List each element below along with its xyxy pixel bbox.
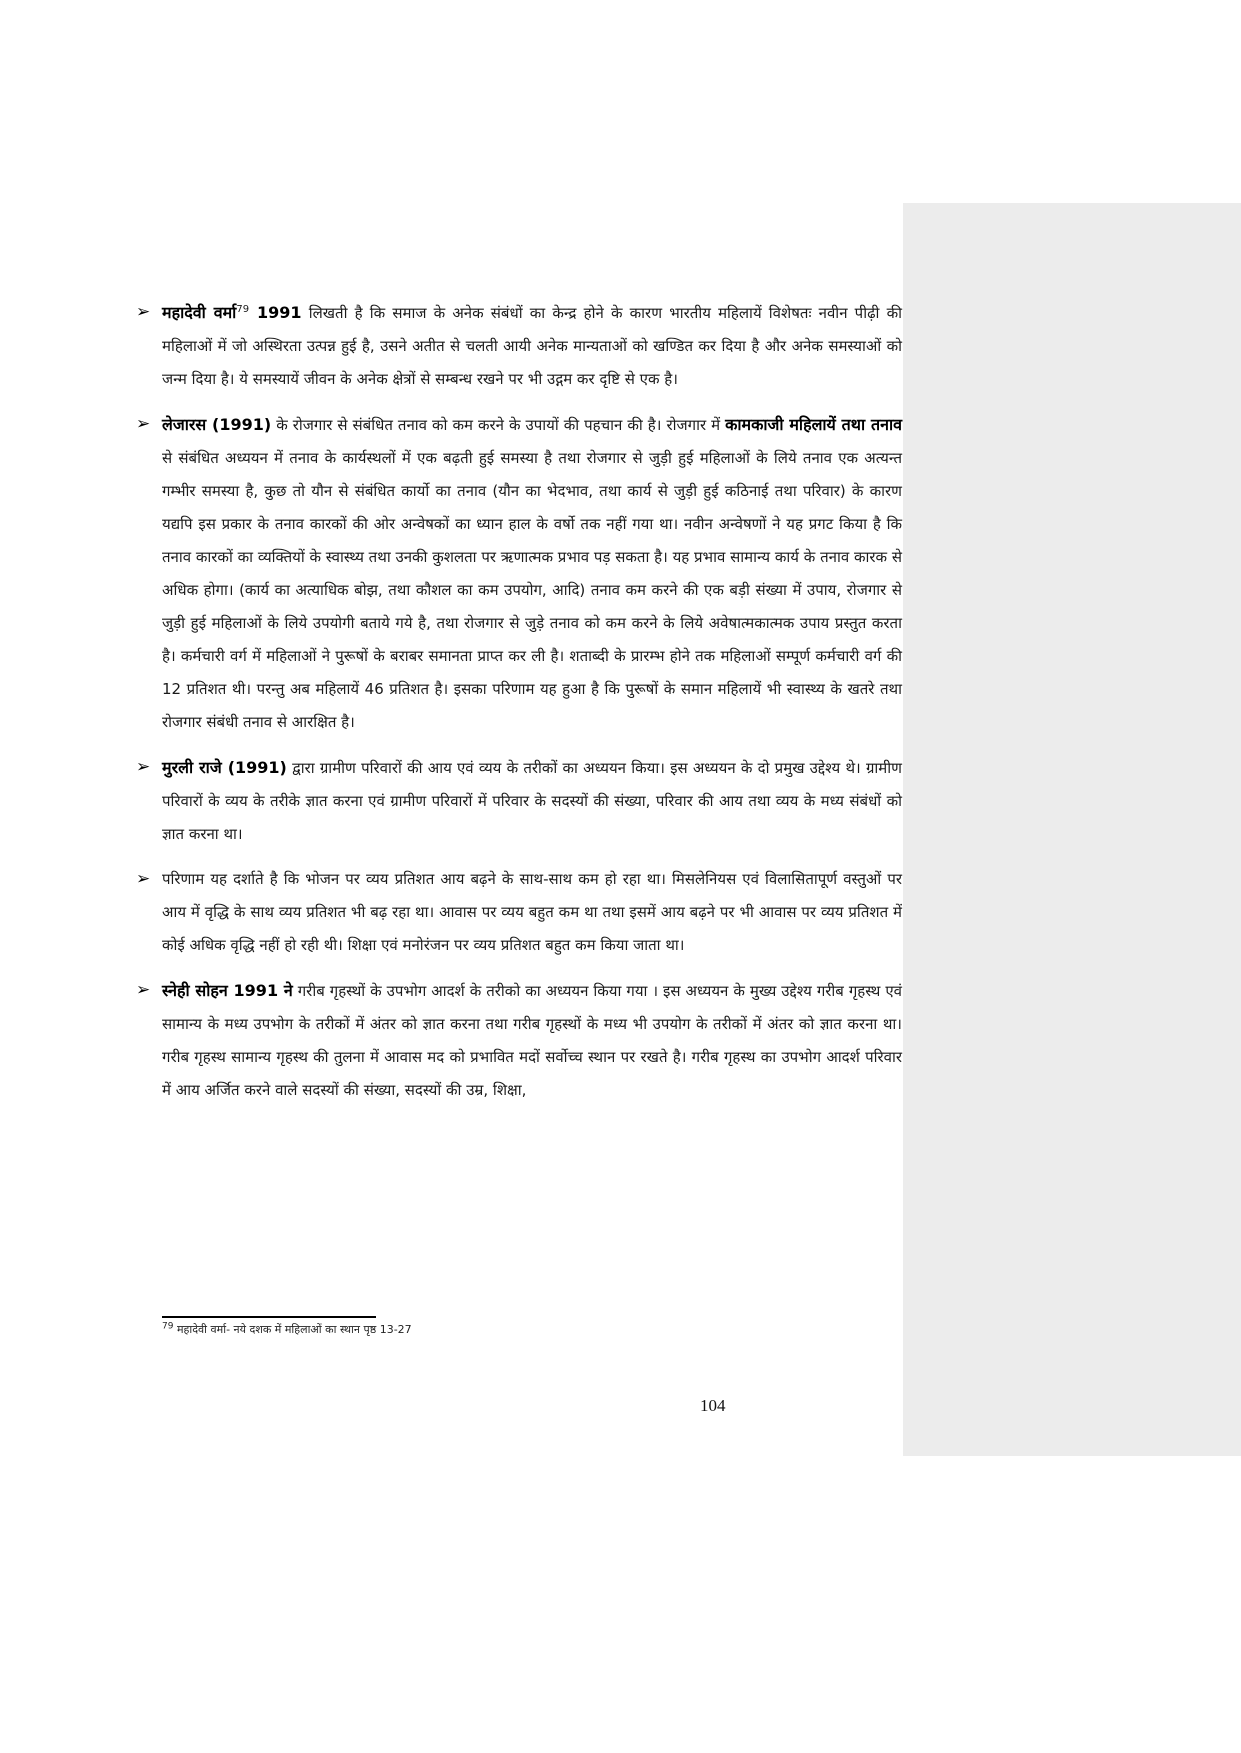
bullet-paragraph-1 <box>136 296 902 396</box>
footnote <box>162 1322 412 1337</box>
body-text: से संबंधित अध्ययन में तनाव के कार्यस्थलों में एक बढ़ती हुई समस्या है तथा रोजगार से जुड़ी हुई महिलाओं के लिये तनाव एक अत्यन्त गम्भीर समस्या है, कुछ तो यौन से संबंधित कार्यो का तनाव (यौन का भेदभाव, तथा कार्य से जुड़ी हुई कठिनाई तथा परिवार) के कारण यद्यपि इस प्रकार के तनाव कारकों की ओर अन्वेषकों का ध्यान हाल के वर्षो तक नहीं गया था। नवीन अन्वेषणों ने यह प्रगट किया है कि तनाव कारकों का व्यक्तियों के स्वास्थ्य तथा उनकी कुशलता पर ऋणात्मक प्रभाव पड़ सकता है। यह प्रभाव सामान्य कार्य के तनाव कारक से अधिक होगा। (कार्य का अत्याधिक बोझ, तथा कौशल का कम उपयोग, आदि) तनाव कम करने की एक बड़ी संख्या में उपाय, रोजगार से जुड़ी हुई महिलाओं के लिये उपयोगी बताये गये है, तथा रोजगार से जुड़े तनाव को कम करने के लिये अवेषात्मकात्मक उपाय प्रस्तुत करता है। कर्मचारी वर्ग में महिलाओं ने पुरूषों के बराबर समानता प्राप्त कर ली है। शताब्दी के प्रारम्भ होने तक महिलाओं सम्पूर्ण कर्मचारी वर्ग की 12 प्रतिशत थी। परन्तु अब महिलायें 46 प्रतिशत है। इसका परिणाम यह हुआ है कि पुरूषों के समान महिलायें भी स्वास्थ्य के खतरे तथा रोजगार संबंधी तनाव से आरक्षित है। <box>162 449 902 731</box>
body-text: परिणाम यह दर्शाते है कि भोजन पर व्यय प्रतिशत आय बढ़ने के साथ-साथ कम हो रहा था। मिसलेनियस एवं विलासितापूर्ण वस्तुओं पर आय में वृद्धि के साथ व्यय प्रतिशत भी बढ़ रहा था। आवास पर व्यय बहुत कम था तथा इसमें आय बढ़ने पर भी आवास पर व्यय प्रतिशत में कोई अधिक वृद्धि नहीं हो रही थी। शिक्षा एवं मनोरंजन पर व्यय प्रतिशत बहुत कम किया जाता था। <box>162 870 902 954</box>
arrow-bullet-icon: ➢ <box>136 980 151 1000</box>
arrow-bullet-icon: ➢ <box>136 302 151 322</box>
paragraph-text <box>162 863 902 962</box>
bullet-paragraph-2 <box>136 408 902 739</box>
arrow-bullet-icon: ➢ <box>136 414 151 434</box>
footnote-number: 79 <box>162 1321 174 1332</box>
year: 1991 <box>249 303 302 322</box>
arrow-bullet-icon: ➢ <box>136 869 151 889</box>
body-text: के रोजगार से संबंधित तनाव को कम करने के उपायों की पहचान की है। रोजगार में <box>271 416 726 434</box>
author-name: महादेवी वर्मा <box>162 303 237 322</box>
bullet-paragraph-3 <box>136 751 902 851</box>
paragraph-text <box>162 974 902 1107</box>
author-name: मुरली राजे (1991) <box>162 758 287 777</box>
footnote-ref[interactable]: 79 <box>236 304 250 315</box>
page-number: 104 <box>700 1396 726 1415</box>
author-name: लेजारस (1991) <box>162 415 272 434</box>
document-body <box>136 296 902 1119</box>
body-text: द्वारा ग्रामीण परिवारों की आय एवं व्यय के तरीकों का अध्ययन किया। इस अध्ययन के दो प्रमुख उद्देश्य थे। ग्रामीण परिवारों के व्यय के तरीके ज्ञात करना एवं ग्रामीण परिवारों में परिवार के सदस्यों की संख्या, परिवार की आय तथा व्यय के मध्य संबंधों को ज्ञात करना था। <box>162 759 902 843</box>
bullet-paragraph-5 <box>136 974 902 1107</box>
paragraph-text <box>162 408 902 739</box>
comment-pane <box>903 203 1241 1456</box>
body-text: लिखती है कि समाज के अनेक संबंधों का केन्द्र होने के कारण भारतीय महिलायें विशेषतः नवीन पीढ़ी की महिलाओं में जो अस्थिरता उत्पन्न हुई है, उसने अतीत से चलती आयी अनेक मान्यताओं को खण्डित कर दिया है और अनेक समस्याओं को जन्म दिया है। ये समस्यायें जीवन के अनेक क्षेत्रों से सम्बन्ध रखने पर भी उद्गम कर दृष्टि से एक है। <box>162 304 902 388</box>
paragraph-text <box>162 751 902 851</box>
bullet-paragraph-4 <box>136 863 902 962</box>
author-name: स्नेही सोहन 1991 ने <box>162 981 293 1000</box>
body-text: गरीब गृहस्थों के उपभोग आदर्श के तरीको का अध्ययन किया गया । इस अध्ययन के मुख्य उद्देश्य गरीब गृहस्थ एवं सामान्य के मध्य उपभोग के तरीकों में अंतर को ज्ञात करना तथा गरीब गृहस्थों के मध्य भी उपयोग के तरीकों में अंतर को ज्ञात करना था। गरीब गृहस्थ सामान्य गृहस्थ की तुलना में आवास मद को प्रभावित मदों सर्वोच्च स्थान पर रखते है। गरीब गृहस्थ का उपभोग आदर्श परिवार में आय अर्जित करने वाले सदस्यों की संख्या, सदस्यों की उम्र, शिक्षा, <box>162 982 902 1099</box>
paragraph-text <box>162 296 902 396</box>
bold-phrase: कामकाजी महिलायें तथा तनाव <box>725 415 903 434</box>
footnote-text: महादेवी वर्मा- नये दशक में महिलाओं का स्थान पृष्ठ 13-27 <box>173 1323 412 1336</box>
footnote-separator <box>162 1316 376 1318</box>
arrow-bullet-icon: ➢ <box>136 757 151 777</box>
